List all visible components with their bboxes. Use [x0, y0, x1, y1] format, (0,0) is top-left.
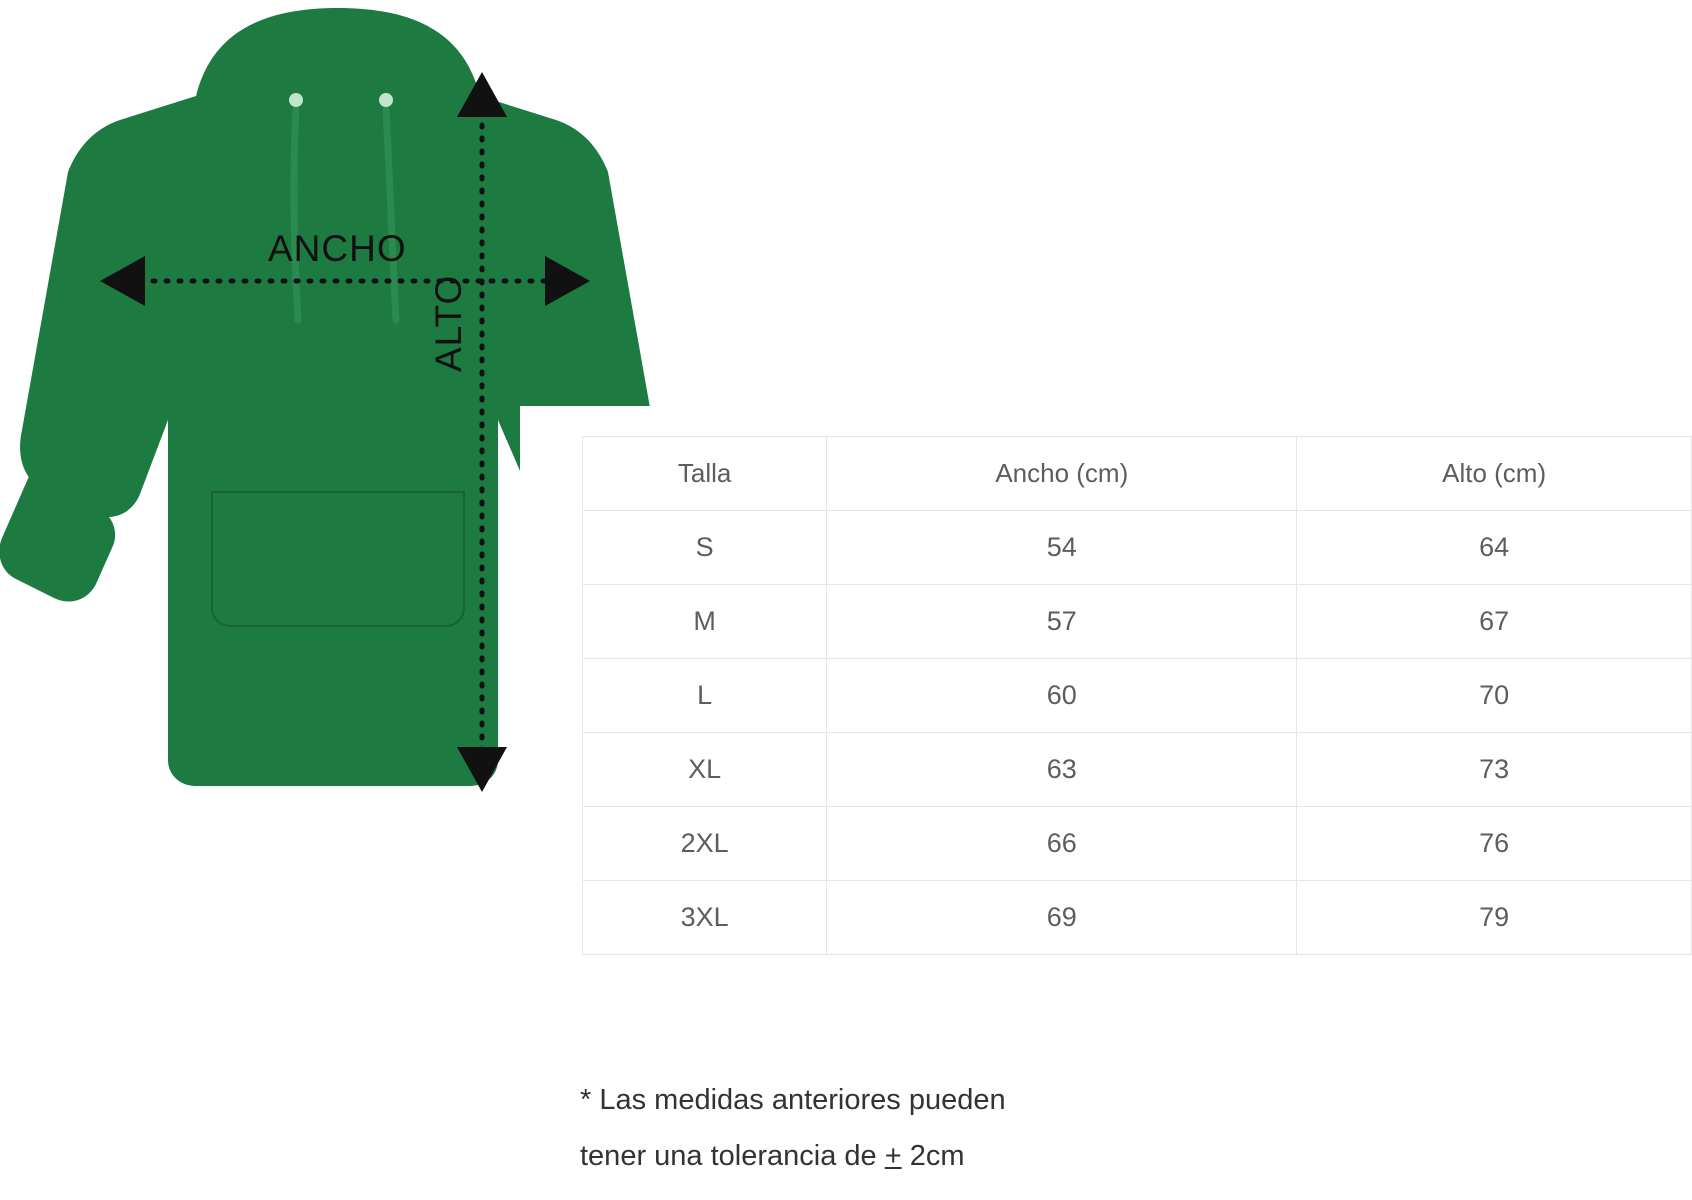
table-header	[583, 437, 1692, 511]
width-label: ANCHO	[268, 228, 407, 269]
cell-ancho: 69	[827, 881, 1297, 955]
tolerance-note-line2	[580, 1128, 1180, 1184]
table-header-row	[583, 437, 1692, 511]
tolerance-note	[580, 1072, 1180, 1184]
table-row	[583, 807, 1692, 881]
cell-talla: 3XL	[583, 881, 827, 955]
table-row	[583, 733, 1692, 807]
cell-talla: 2XL	[583, 807, 827, 881]
table-body	[583, 511, 1692, 955]
table-row	[583, 585, 1692, 659]
size-table-panel	[520, 406, 1547, 955]
plus-minus-symbol: +	[884, 1140, 902, 1172]
cell-alto: 64	[1297, 511, 1692, 585]
cell-talla: XL	[583, 733, 827, 807]
size-chart-table	[582, 436, 1692, 955]
tolerance-note-line1: * Las medidas anteriores pueden	[580, 1084, 1006, 1116]
height-label: ALTO	[428, 274, 469, 372]
cell-talla: M	[583, 585, 827, 659]
cell-ancho: 54	[827, 511, 1297, 585]
column-header-alto: Alto (cm)	[1297, 437, 1692, 511]
cell-ancho: 57	[827, 585, 1297, 659]
cell-alto: 73	[1297, 733, 1692, 807]
cell-alto: 67	[1297, 585, 1692, 659]
cell-ancho: 63	[827, 733, 1297, 807]
cell-talla: L	[583, 659, 827, 733]
column-header-ancho: Ancho (cm)	[827, 437, 1297, 511]
table-row	[583, 511, 1692, 585]
tolerance-note-prefix: tener una tolerancia de	[580, 1140, 885, 1172]
cell-alto: 70	[1297, 659, 1692, 733]
cell-alto: 79	[1297, 881, 1692, 955]
column-header-talla: Talla	[583, 437, 827, 511]
cell-alto: 76	[1297, 807, 1692, 881]
cell-ancho: 66	[827, 807, 1297, 881]
table-row	[583, 659, 1692, 733]
cell-talla: S	[583, 511, 827, 585]
table-row	[583, 881, 1692, 955]
tolerance-note-suffix: 2cm	[901, 1140, 965, 1172]
cell-ancho: 60	[827, 659, 1297, 733]
